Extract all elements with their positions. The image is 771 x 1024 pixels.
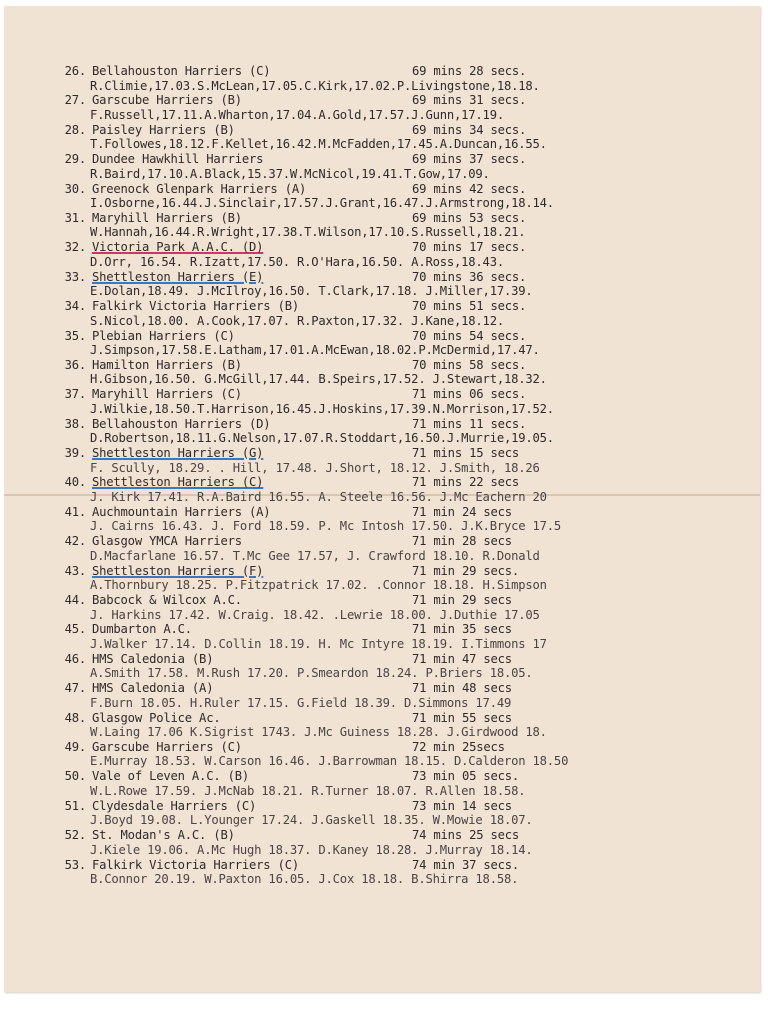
club-name: Babcock & Wilcox A.C. [92,593,242,608]
position-number: 51. [64,798,86,813]
result-entry [52,681,752,710]
club-name: Shettleston Harriers (C) [92,475,264,490]
team-time: 71 min 47 secs [412,651,512,666]
result-entry [52,64,752,93]
result-entry [52,358,752,387]
team-time: 70 mins 54 secs. [412,328,527,343]
team-time: 69 mins 37 secs. [412,152,527,167]
runners-line: A.Thornbury 18.25. P.Fitzpatrick 17.02. .Connor 18.18. H.Simpson [90,578,547,593]
result-entry [52,799,752,828]
entry-header-line [52,593,242,608]
entry-header-line [52,64,270,79]
result-entry [52,123,752,152]
position-number: 43. [64,563,86,578]
entry-header-line [52,858,299,873]
position-number: 50. [64,769,86,784]
team-time: 71 min 55 secs [412,710,512,725]
club-name: Garscube Harriers (C) [92,739,242,754]
runners-line: J. Cairns 16.43. J. Ford 18.59. P. Mc Intosh 17.50. J.K.Bryce 17.5 [90,519,562,534]
entry-header-line [52,475,263,490]
entry-header-line [52,211,242,226]
runners-line: A.Smith 17.58. M.Rush 17.20. P.Smeardon 18.24. P.Briers 18.05. [90,666,533,681]
position-number: 31. [64,210,86,225]
position-number: 34. [64,299,86,314]
club-name: Shettleston Harriers (E) [92,269,264,284]
result-entry [52,505,752,534]
entry-header-line [52,769,249,784]
club-name: Glasgow Police Ac. [92,710,221,725]
runners-line: H.Gibson,16.50. G.McGill,17.44. B.Speirs,17.52. J.Stewart,18.32. [90,372,547,387]
team-time: 71 mins 22 secs [412,475,520,490]
result-entry [52,475,752,504]
entry-header-line [52,240,263,255]
position-number: 44. [64,593,86,608]
result-entry [52,182,752,211]
club-name: Garscube Harriers (B) [92,93,242,108]
runners-line: W.Laing 17.06 K.Sigrist 1743. J.Mc Guiness 18.28. J.Girdwood 18. [90,725,547,740]
runners-line: F. Scully, 18.29. . Hill, 17.48. J.Short, 18.12. J.Smith, 18.26 [90,460,540,475]
team-time: 71 mins 11 secs. [412,416,527,431]
entry-header-line [52,711,220,726]
runners-line: E.Murray 18.53. W.Carson 16.46. J.Barrowman 18.15. D.Calderon 18.50 [90,754,569,769]
position-number: 39. [64,446,86,461]
result-entry [52,534,752,563]
team-time: 69 mins 28 secs. [412,64,527,78]
result-entry [52,446,752,475]
result-entry [52,417,752,446]
team-time: 70 mins 58 secs. [412,357,527,372]
team-time: 71 mins 15 secs [412,446,520,461]
team-time: 69 mins 42 secs. [412,181,527,196]
runners-line: J. Kirk 17.41. R.A.Baird 16.55. A. Steele 16.56. J.Mc Eachern 20 [90,489,547,504]
team-time: 71 mins 06 secs. [412,387,527,402]
club-name: Victoria Park A.A.C. (D) [92,240,264,255]
position-number: 47. [64,681,86,696]
team-time: 69 mins 53 secs. [412,210,527,225]
position-number: 27. [64,93,86,108]
position-number: 32. [64,240,86,255]
runners-line: J. Harkins 17.42. W.Craig. 18.42. .Lewrie 18.00. J.Duthie 17.05 [90,607,540,622]
club-name: Clydesdale Harriers (C) [92,798,257,813]
result-entry [52,711,752,740]
team-time: 70 mins 36 secs. [412,269,527,284]
runners-line: F.Burn 18.05. H.Ruler 17.15. G.Field 18.39. D.Simmons 17.49 [90,695,512,710]
entry-header-line [52,417,270,432]
team-time: 69 mins 34 secs. [412,122,527,137]
team-time: 70 mins 17 secs. [412,240,527,255]
runners-line: R.Baird,17.10.A.Black,15.37.W.McNicol,19.41.T.Gow,17.09. [90,166,490,181]
club-name: Dundee Hawkhill Harriers [92,152,264,167]
team-time: 74 min 37 secs. [412,857,520,872]
entry-header-line [52,740,242,755]
club-name: Hamilton Harriers (B) [92,357,242,372]
entry-header-line [52,123,235,138]
entry-header-line [52,329,235,344]
entry-header-line [52,534,242,549]
club-name: Maryhill Harriers (C) [92,387,242,402]
team-time: 71 min 35 secs [412,622,512,637]
runners-line: S.Nicol,18.00. A.Cook,17.07. R.Paxton,17.32. J.Kane,18.12. [90,313,504,328]
entry-header-line [52,299,299,314]
runners-line: J.Boyd 19.08. L.Younger 17.24. J.Gaskell 18.35. W.Mowie 18.07. [90,813,533,828]
position-number: 40. [64,475,86,490]
entry-header-line [52,152,263,167]
results-list [52,64,752,887]
runners-line: W.Hannah,16.44.R.Wright,17.38.T.Wilson,17.10.S.Russell,18.21. [90,225,526,240]
result-entry [52,211,752,240]
result-entry [52,387,752,416]
club-name: Auchmountain Harriers (A) [92,504,271,519]
team-time: 70 mins 51 secs. [412,299,527,314]
club-name: St. Modan's A.C. (B) [92,828,235,843]
runners-line: J.Walker 17.14. D.Collin 18.19. H. Mc Intyre 18.19. I.Timmons 17 [90,636,547,651]
entry-header-line [52,270,263,285]
result-entry [52,564,752,593]
team-time: 71 min 24 secs [412,504,512,519]
team-time: 73 min 14 secs [412,798,512,813]
club-name: Greenock Glenpark Harriers (A) [92,181,307,196]
position-number: 36. [64,357,86,372]
position-number: 41. [64,504,86,519]
club-name: Shettleston Harriers (F) [92,563,264,578]
club-name: HMS Caledonia (B) [92,651,214,666]
result-entry [52,622,752,651]
club-name: Bellahouston Harriers (D) [92,416,271,431]
position-number: 29. [64,152,86,167]
club-name: Maryhill Harriers (B) [92,210,242,225]
runners-line: J.Simpson,17.58.E.Latham,17.01.A.McEwan,18.02.P.McDermid,17.47. [90,343,540,358]
runners-line: D.Orr, 16.54. R.Izatt,17.50. R.O'Hara,16.50. A.Ross,18.43. [90,254,504,269]
result-entry [52,270,752,299]
runners-line: F.Russell,17.11.A.Wharton,17.04.A.Gold,17.57.J.Gunn,17.19. [90,107,504,122]
runners-line: I.Osborne,16.44.J.Sinclair,17.57.J.Grant,16.47.J.Armstrong,18.14. [90,196,554,211]
club-name: Falkirk Victoria Harriers (B) [92,299,299,314]
result-entry [52,240,752,269]
entry-header-line [52,505,270,520]
entry-header-line [52,652,213,667]
result-entry [52,828,752,857]
club-name: HMS Caledonia (A) [92,681,214,696]
entry-header-line [52,93,242,108]
position-number: 26. [64,64,86,78]
club-name: Paisley Harriers (B) [92,122,235,137]
position-number: 49. [64,739,86,754]
position-number: 33. [64,269,86,284]
runners-line: J.Wilkie,18.50.T.Harrison,16.45.J.Hoskins,17.39.N.Morrison,17.52. [90,401,554,416]
runners-line: R.Climie,17.03.S.McLean,17.05.C.Kirk,17.02.P.Livingstone,18.18. [90,78,540,93]
club-name: Bellahouston Harriers (C) [92,64,271,78]
entry-header-line [52,387,242,402]
entry-header-line [52,622,192,637]
runners-line: D.Macfarlane 16.57. T.Mc Gee 17.57, J. Crawford 18.10. R.Donald [90,548,540,563]
runners-line: J.Kiele 19.06. A.Mc Hugh 18.37. D.Kaney 18.28. J.Murray 18.14. [90,842,533,857]
team-time: 71 min 29 secs. [412,563,520,578]
runners-line: W.L.Rowe 17.59. J.McNab 18.21. R.Turner 18.07. R.Allen 18.58. [90,783,526,798]
result-entry [52,93,752,122]
position-number: 52. [64,828,86,843]
entry-header-line [52,358,242,373]
entry-header-line [52,564,263,579]
club-name: Glasgow YMCA Harriers [92,534,242,549]
runners-line: D.Robertson,18.11.G.Nelson,17.07.R.Stoddart,16.50.J.Murrie,19.05. [90,431,554,446]
position-number: 53. [64,857,86,872]
result-entry [52,593,752,622]
entry-header-line [52,182,306,197]
runners-line: E.Dolan,18.49. J.McIlroy,16.50. T.Clark,17.18. J.Miller,17.39. [90,284,533,299]
result-entry [52,152,752,181]
club-name: Dumbarton A.C. [92,622,192,637]
runners-line: B.Connor 20.19. W.Paxton 16.05. J.Cox 18.18. B.Shirra 18.58. [90,872,519,887]
entry-header-line [52,828,235,843]
position-number: 42. [64,534,86,549]
club-name: Shettleston Harriers (G) [92,446,264,461]
team-time: 71 min 48 secs [412,681,512,696]
entry-header-line [52,799,256,814]
team-time: 73 min 05 secs. [412,769,520,784]
position-number: 48. [64,710,86,725]
position-number: 37. [64,387,86,402]
position-number: 30. [64,181,86,196]
position-number: 46. [64,651,86,666]
result-entry [52,299,752,328]
entry-header-line [52,681,213,696]
team-time: 72 min 25secs [412,739,505,754]
team-time: 69 mins 31 secs. [412,93,527,108]
runners-line: T.Followes,18.12.F.Kellet,16.42.M.McFadden,17.45.A.Duncan,16.55. [90,137,547,152]
team-time: 71 min 28 secs [412,534,512,549]
team-time: 71 min 29 secs [412,593,512,608]
team-time: 74 mins 25 secs [412,828,520,843]
result-entry [52,652,752,681]
result-entry [52,740,752,769]
position-number: 35. [64,328,86,343]
result-entry [52,769,752,798]
result-entry [52,329,752,358]
club-name: Vale of Leven A.C. (B) [92,769,250,784]
club-name: Falkirk Victoria Harriers (C) [92,857,299,872]
club-name: Plebian Harriers (C) [92,328,235,343]
position-number: 45. [64,622,86,637]
position-number: 38. [64,416,86,431]
result-entry [52,858,752,887]
position-number: 28. [64,122,86,137]
entry-header-line [52,446,263,461]
